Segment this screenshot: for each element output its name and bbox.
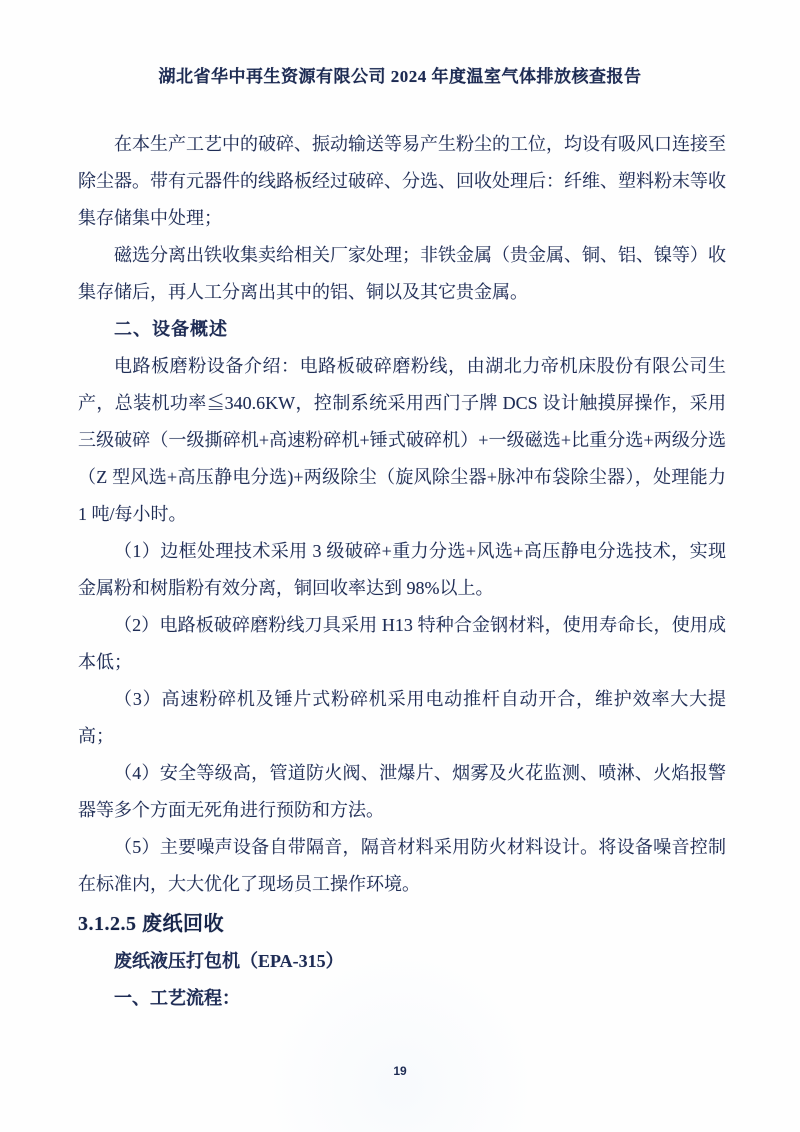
paragraph-item-1-frame-processing: （1）边框处理技术采用 3 级破碎+重力分选+风选+高压静电分选技术，实现金属粉和树脂粉有效分离，铜回收率达到 98%以上。 (78, 541, 726, 598)
document-body (78, 126, 726, 1017)
section-heading-waste-paper-recycling: 3.1.2.5 废纸回收 (78, 913, 224, 935)
paragraph-item-2-blade-material: （2）电路板破碎磨粉线刀具采用 H13 特种合金钢材料，使用寿命长，使用成本低； (78, 615, 726, 672)
sub-item-process-flow-label: 一、工艺流程： (114, 988, 240, 1008)
paragraph-dust-collection: 在本生产工艺中的破碎、振动输送等易产生粉尘的工位，均设有吸风口连接至除尘器。带有元器件的线路板经过破碎、分选、回收处理后：纤维、塑料粉末等收集存储集中处理； (78, 134, 726, 228)
sub-item-baler-model: 废纸液压打包机（EPA-315） (114, 951, 344, 971)
paragraph-magnetic-separation: 磁选分离出铁收集卖给相关厂家处理；非铁金属（贵金属、铜、铝、镍等）收集存储后，再人工分离出其中的铝、铜以及其它贵金属。 (78, 245, 726, 302)
paragraph-item-5-noise-control: （5）主要噪声设备自带隔音，隔音材料采用防火材料设计。将设备噪音控制在标准内，大大优化了现场员工操作环境。 (78, 837, 726, 894)
document-header-title: 湖北省华中再生资源有限公司 2024 年度温室气体排放核查报告 (158, 67, 642, 86)
subheading-equipment-overview: 二、设备概述 (114, 319, 228, 339)
page-number: 19 (393, 1064, 407, 1078)
paragraph-item-3-crusher-maintenance: （3）高速粉碎机及锤片式粉碎机采用电动推杆自动开合，维护效率大大提高； (78, 689, 726, 746)
paragraph-item-4-safety-level: （4）安全等级高，管道防火阀、泄爆片、烟雾及火花监测、喷淋、火焰报警器等多个方面无死角进行预防和方法。 (78, 763, 726, 820)
paragraph-equipment-introduction: 电路板磨粉设备介绍：电路板破碎磨粉线，由湖北力帝机床股份有限公司生产，总装机功率≦340.6KW，控制系统采用西门子牌 DCS 设计触摸屏操作，采用三级破碎（一级撕碎机+高速粉碎机+锤式破碎机）+一级磁选+比重分选+两级分选（Z 型风选+高压静电分选)+两级除尘（旋风除尘器+脉冲布袋除尘器），处理能力 1 吨/每小时。 (78, 356, 726, 524)
